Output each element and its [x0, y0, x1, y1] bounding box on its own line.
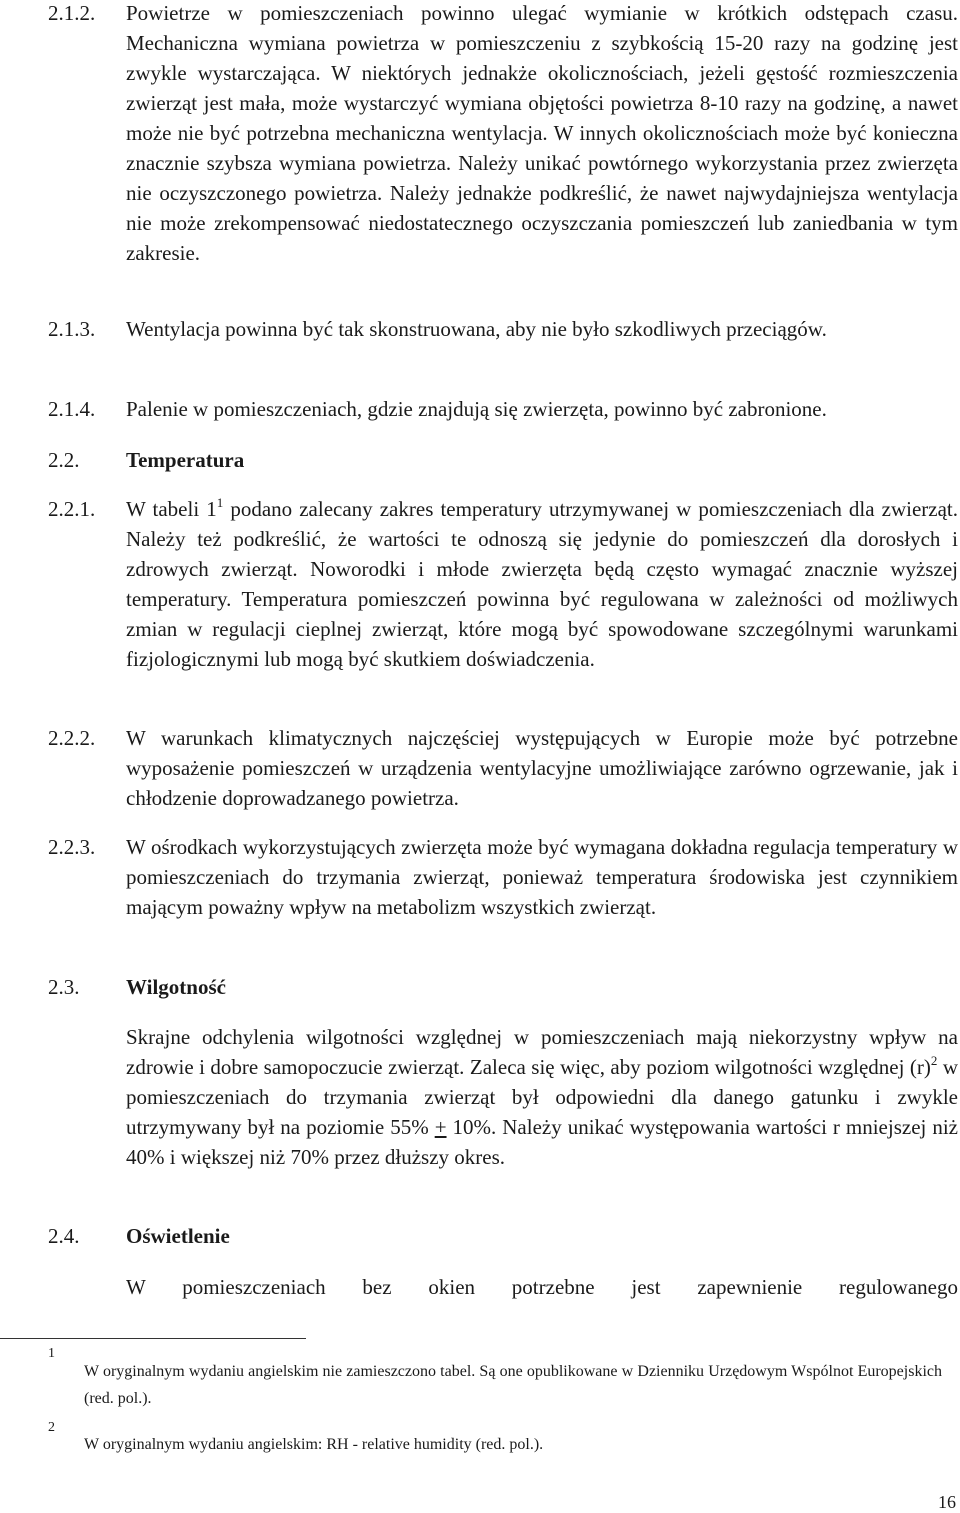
- section-number: 2.2.2.: [48, 726, 96, 750]
- section-text-part: 10%. Należy unikać występowania wartości r mniejszej niż 40% i większej niż 70% przez dłuższy okres.: [126, 1115, 958, 1169]
- section-text-part: W tabeli 1: [126, 497, 217, 521]
- section-number: 2.2.3.: [48, 835, 96, 859]
- footnote-text: W oryginalnym wydaniu angielskim: RH - relative humidity (red. pol.).: [84, 1436, 544, 1453]
- section-number: 2.3.: [48, 975, 80, 999]
- section-text-part: w pomieszczeniach do trzymania zwierząt był odpowiedni dla danego gatunku i zwykle utrzymywany był na poziomie 55%: [126, 1055, 959, 1139]
- section-text: W pomieszczeniach bez okien potrzebne jest zapewnienie regulowanego: [126, 1275, 958, 1299]
- section-text: W ośrodkach wykorzystujących zwierzęta może być wymagana dokładna regulacja temperatury w pomieszczeniach do trzymania zwierząt, ponieważ temperatura środowiska jest czynnikiem mającym poważny wpływ na metabolizm wszystkich zwierząt.: [126, 835, 958, 919]
- section-number: 2.2.1.: [48, 497, 96, 521]
- page-number: 16: [938, 1492, 956, 1512]
- plus-minus-sign: +: [434, 1115, 447, 1139]
- section-text: [126, 494, 958, 674]
- footnote-text: W oryginalnym wydaniu angielskim nie zamieszczono tabel. Są one opublikowane w Dzienniku Urzędowym Wspólnot Europejskich (red. pol.).: [84, 1363, 942, 1407]
- section-text-part: podano zalecany zakres temperatury utrzymywanej w pomieszczeniach dla zwierząt. Należy też podkreślić, że wartości te odnoszą się jedynie do pomieszczeń dla dorosłych i zdrowych zwierząt. Noworodki i młode zwierzęta będą często wymagać znacznie wyższej temperatury. Temperatura pomieszczeń powinna być regulowana w zależności od możliwych zmian w regulacji cieplnej zwierząt, które mogą być spowodowane szczególnymi warunkami fizjologicznymi lub mogą być skutkiem doświadczenia.: [126, 497, 958, 671]
- footnote-divider: [0, 1338, 306, 1339]
- section-text: Palenie w pomieszczeniach, gdzie znajdują się zwierzęta, powinno być zabronione.: [126, 397, 827, 421]
- section-heading: Wilgotność: [126, 975, 226, 999]
- section-number: 2.1.2.: [48, 1, 96, 25]
- footnote-mark: 2: [48, 1420, 55, 1435]
- section-number: 2.2.: [48, 448, 80, 472]
- section-text: [126, 1022, 958, 1172]
- footnote-ref-2: 2: [930, 1053, 938, 1068]
- footnote-ref-1: 1: [216, 495, 224, 510]
- section-number: 2.4.: [48, 1224, 80, 1248]
- section-heading: Temperatura: [126, 448, 245, 472]
- section-text: Wentylacja powinna być tak skonstruowana, aby nie było szkodliwych przeciągów.: [126, 317, 827, 341]
- section-heading: Oświetlenie: [126, 1224, 230, 1248]
- section-number: 2.1.4.: [48, 397, 96, 421]
- section-text: Powietrze w pomieszczeniach powinno ulegać wymianie w krótkich odstępach czasu. Mechaniczna wymiana powietrza w pomieszczeniu z szybkością 15-20 razy na godzinę jest zwykle wystarczająca. W niektórych jednakże okolicznościach, jeżeli gęstość rozmieszczenia zwierząt jest mała, może wystarczyć wymiana objętości powietrza 8-10 razy na godzinę, a nawet może nie być potrzebna mechaniczna wentylacja. W innych okolicznościach może być konieczna znacznie szybsza wymiana powietrza. Należy unikać powtórnego wykorzystania przez zwierzęta nie oczyszczonego powietrza. Należy jednakże podkreślić, że nawet najwydajniejsza wentylacja nie może zrekompensować niedostatecznego oczyszczania pomieszczeń lub zaniedbania w tym zakresie.: [126, 1, 958, 265]
- section-text: W warunkach klimatycznych najczęściej występujących w Europie może być potrzebne wyposażenie pomieszczeń w urządzenia wentylacyjne umożliwiające zarówno ogrzewanie, jak i chłodzenie doprowadzanego powietrza.: [126, 726, 958, 810]
- footnote-mark: 1: [48, 1346, 55, 1361]
- section-text-part: Skrajne odchylenia wilgotności względnej w pomieszczeniach mają niekorzystny wpływ na zdrowie i dobre samopoczucie zwierząt. Zaleca się więc, aby poziom wilgotności względnej (r): [126, 1025, 958, 1079]
- section-number: 2.1.3.: [48, 317, 96, 341]
